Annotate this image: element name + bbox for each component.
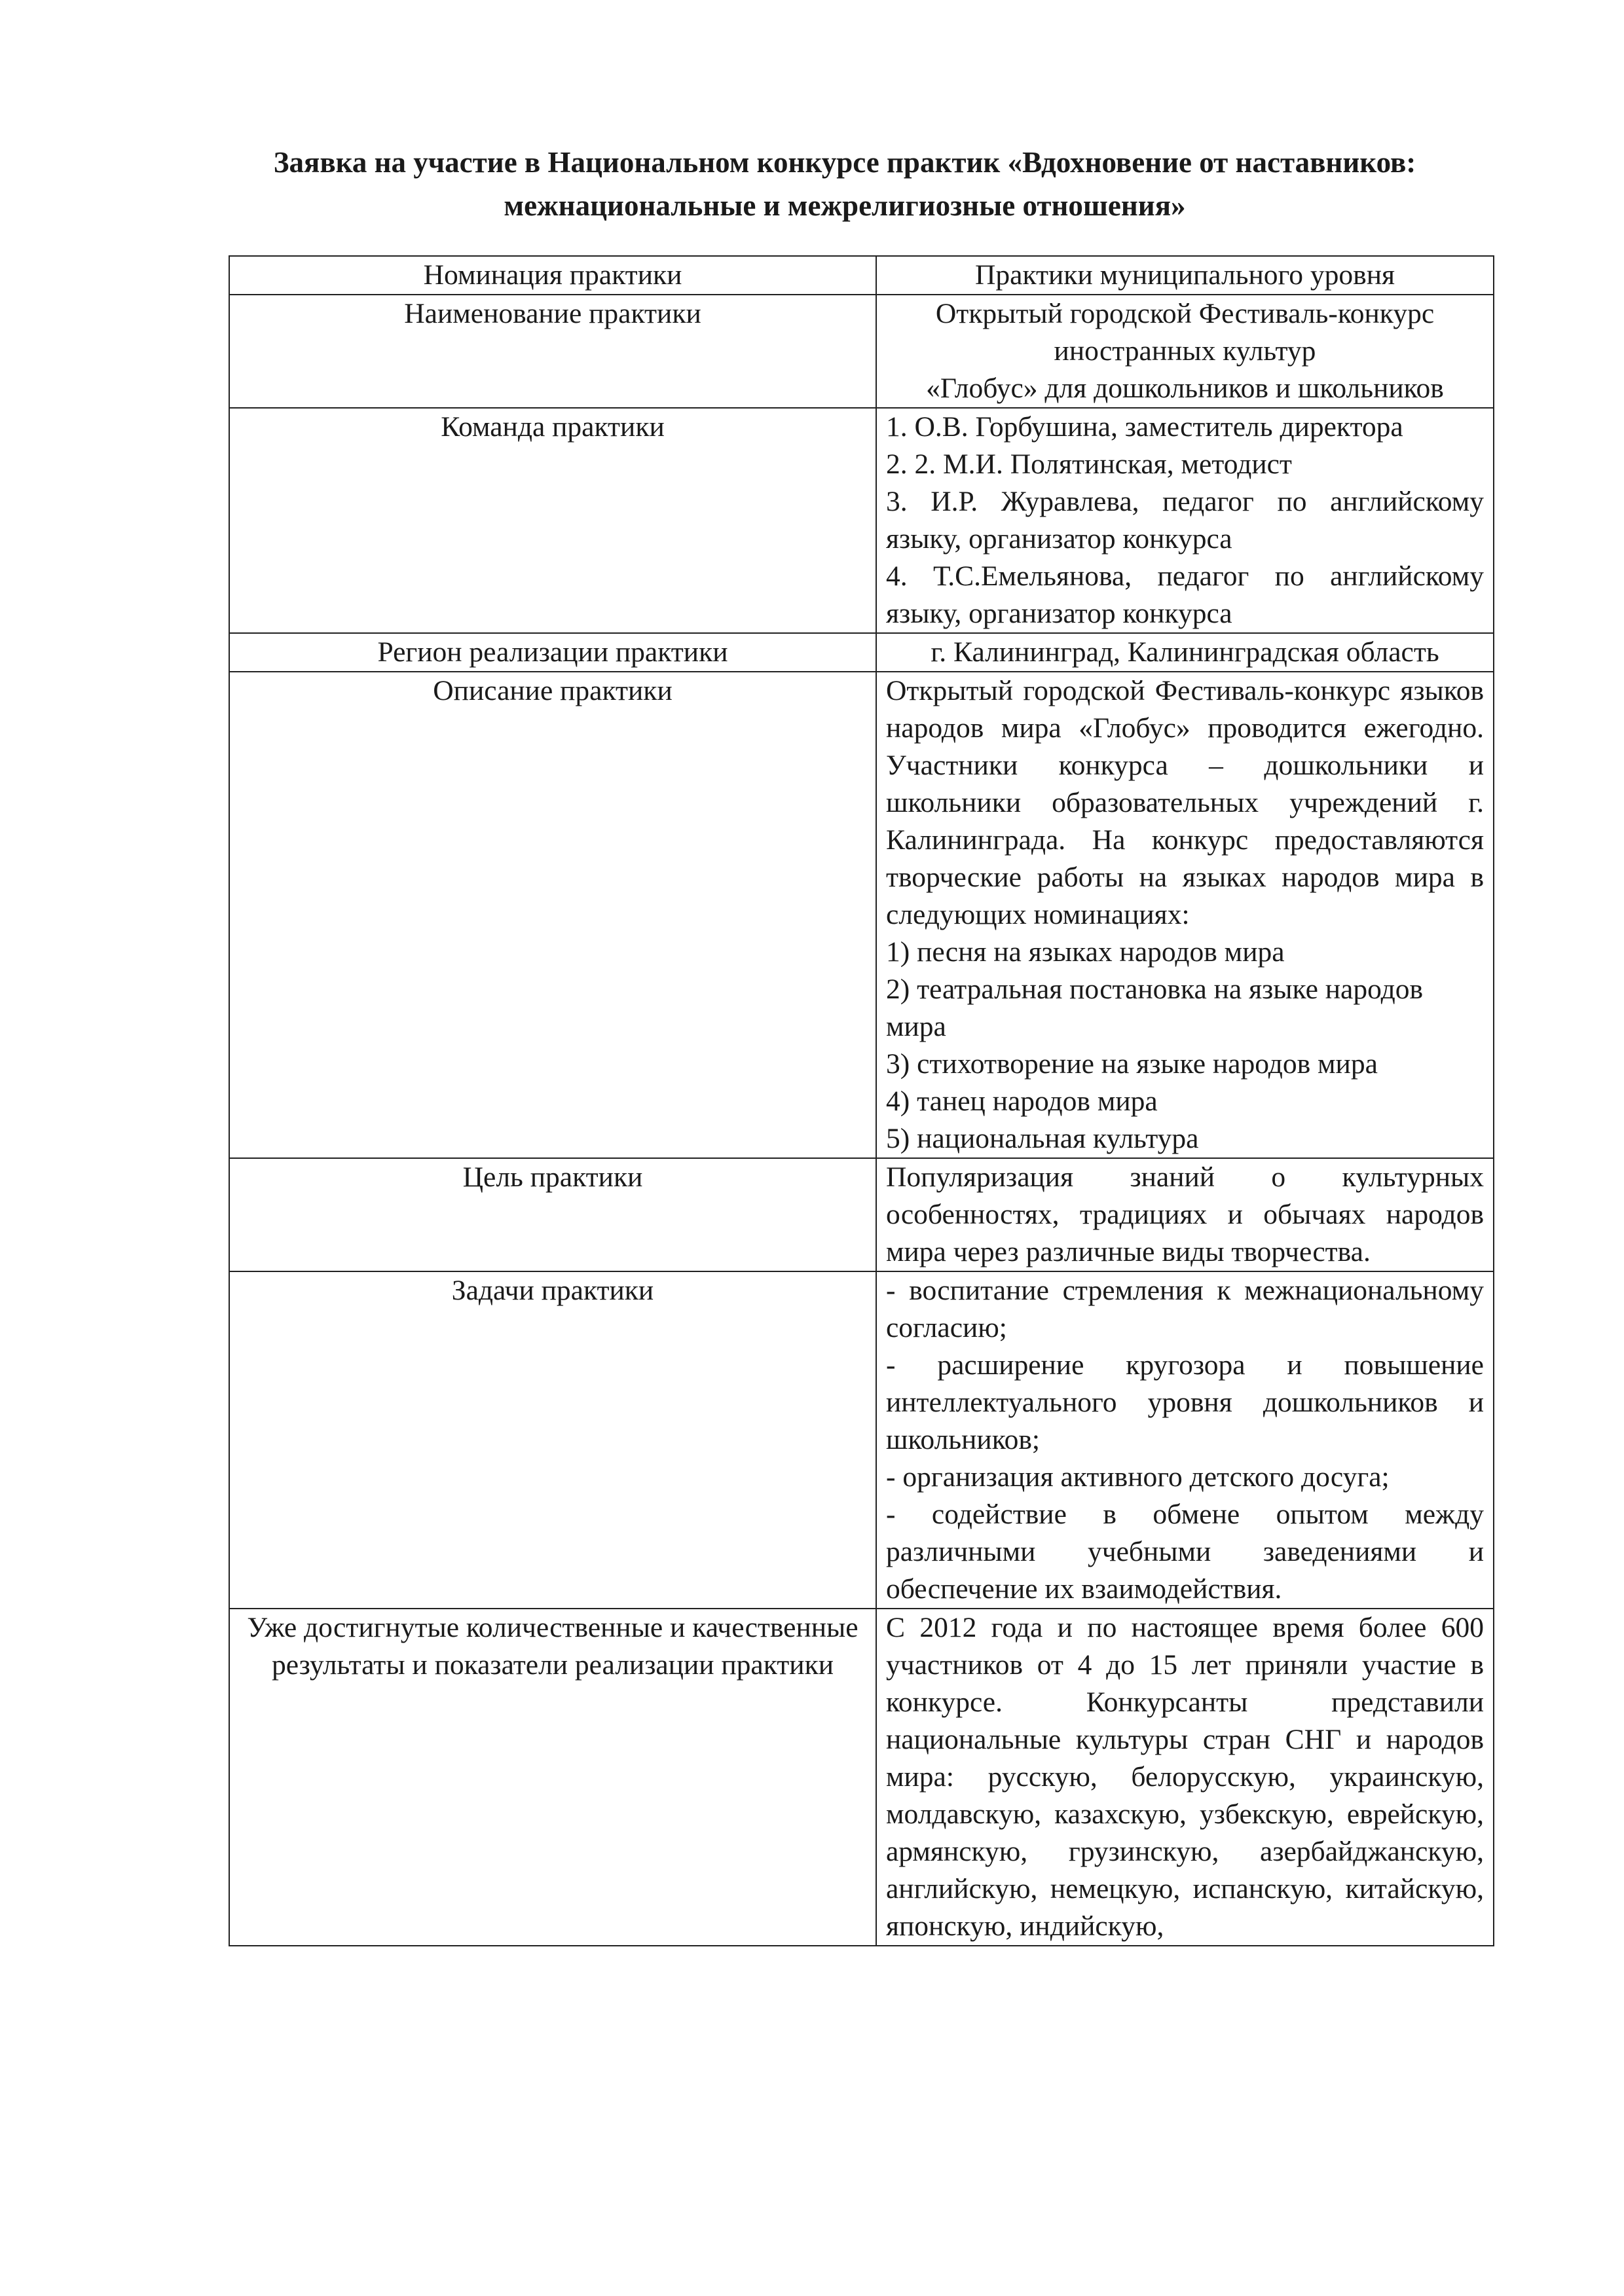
team-member-line: языку, организатор конкурса xyxy=(886,523,1232,555)
task-item: - воспитание стремления к межнациональному согласию; xyxy=(886,1275,1484,1343)
region-value: г. Калининград, Калининградская область xyxy=(876,633,1494,672)
table-row-description xyxy=(229,672,1494,1158)
description-value xyxy=(876,672,1494,1158)
team-value xyxy=(876,408,1494,633)
task-item: - содействие в обмене опытом между различными учебными заведениями и обеспечение их взаимодействия. xyxy=(886,1499,1484,1605)
nomination-item: 3) стихотворение на языке народов мира xyxy=(886,1048,1378,1080)
team-label: Команда практики xyxy=(229,408,876,633)
task-item: - организация активного детского досуга; xyxy=(886,1461,1390,1493)
nomination-item: 4) танец народов мира xyxy=(886,1085,1158,1117)
results-label: Уже достигнутые количественные и качественные результаты и показатели реализации практики xyxy=(229,1609,876,1946)
nomination-item: 2) театральная постановка на языке народов мира xyxy=(886,974,1424,1042)
table-row-team xyxy=(229,408,1494,633)
goal-text: Популяризация знаний о культурных особенностях, традициях и обычаях народов мира через различные виды творчества. xyxy=(886,1161,1484,1267)
title-line-1: Заявка на участие в Национальном конкурсе практик «Вдохновение от наставников: xyxy=(273,146,1416,179)
name-line: иностранных культур xyxy=(1054,335,1316,367)
table-row-tasks xyxy=(229,1271,1494,1609)
nomination-value: Практики муниципального уровня xyxy=(876,256,1494,295)
name-line: Открытый городской Фестиваль-конкурс xyxy=(935,298,1435,329)
team-member-line: 3. И.Р. Журавлева, педагог по английскому xyxy=(886,486,1484,517)
tasks-label: Задачи практики xyxy=(229,1271,876,1609)
team-member-line: 1. О.В. Горбушина, заместитель директора xyxy=(886,411,1403,443)
team-member-line: 4. Т.С.Емельянова, педагог по английскому xyxy=(886,560,1484,592)
description-label: Описание практики xyxy=(229,672,876,1158)
task-item: - расширение кругозора и повышение интеллектуального уровня дошкольников и школьников; xyxy=(886,1349,1484,1455)
goal-value xyxy=(876,1158,1494,1271)
table-row-nomination xyxy=(229,256,1494,295)
table-row-goal xyxy=(229,1158,1494,1271)
application-table xyxy=(229,255,1494,1946)
team-member-line: языку, организатор конкурса xyxy=(886,598,1232,629)
team-member-line: 2. 2. М.И. Полятинская, методист xyxy=(886,448,1292,480)
nomination-label: Номинация практики xyxy=(229,256,876,295)
description-text: Открытый городской Фестиваль-конкурс языков народов мира «Глобус» проводится ежегодно. Участники конкурса – дошкольники и школьники образовательных учреждений г. Калининграда. На конкурс предоставляются творческие работы на языках народов мира в следующих номинациях: xyxy=(886,675,1484,930)
table-row-region xyxy=(229,633,1494,672)
title-line-2: межнациональные и межрелигиозные отношения» xyxy=(504,189,1186,222)
goal-label: Цель практики xyxy=(229,1158,876,1271)
name-value xyxy=(876,295,1494,408)
tasks-value xyxy=(876,1271,1494,1609)
name-label: Наименование практики xyxy=(229,295,876,408)
table-row-results xyxy=(229,1609,1494,1946)
table-row-name xyxy=(229,295,1494,408)
name-line: «Глобус» для дошкольников и школьников xyxy=(926,373,1444,404)
region-label: Регион реализации практики xyxy=(229,633,876,672)
results-text: С 2012 года и по настоящее время более 600 участников от 4 до 15 лет приняли участие в конкурсе. Конкурсанты представили национальные культуры стран СНГ и народов мира: русскую, белорусскую, украинскую, молдавскую, казахскую, узбекскую, еврейскую, армянскую, грузинскую, азербайджанскую, английскую, немецкую, испанскую, китайскую, японскую, индийскую, xyxy=(886,1612,1484,1942)
page-title xyxy=(196,141,1493,227)
results-value xyxy=(876,1609,1494,1946)
nomination-item: 5) национальная культура xyxy=(886,1123,1199,1154)
nomination-item: 1) песня на языках народов мира xyxy=(886,936,1285,968)
